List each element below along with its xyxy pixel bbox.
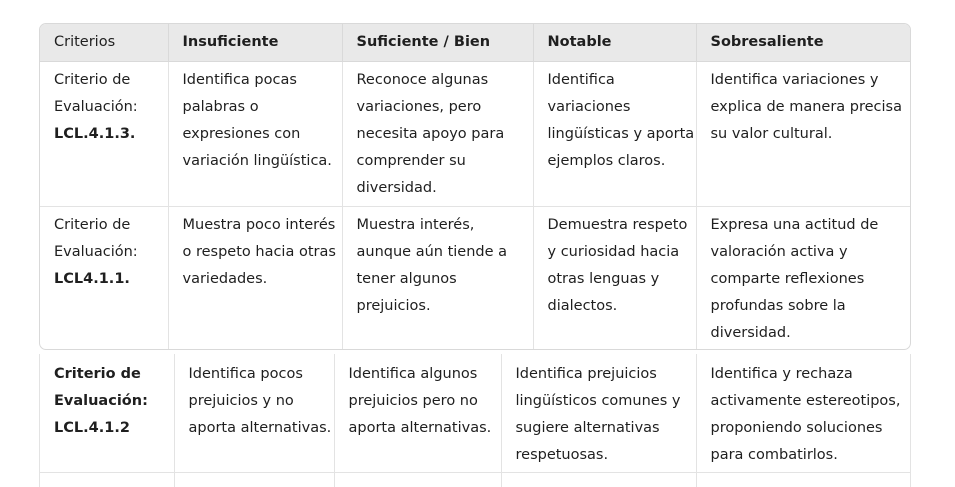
empty-cell: [334, 472, 501, 487]
rubric-table: [39, 23, 911, 350]
table-row: [40, 207, 911, 351]
cell-notable: Demuestra respeto y curiosidad hacia otras lenguas y dialectos.: [533, 207, 696, 351]
cell-suficiente: Reconoce algunas variaciones, pero necesita apoyo para comprender su diversidad.: [342, 62, 533, 207]
criterion-cell: [40, 207, 168, 351]
header-criterios: Criterios: [40, 24, 168, 62]
cell-insuficiente: Identifica pocas palabras o expresiones con variación lingüística.: [168, 62, 342, 207]
table-row: [40, 62, 911, 207]
criterion-cell: [40, 62, 168, 207]
cell-notable: Identifica prejuicios lingüísticos comunes y sugiere alternativas respetuosas.: [501, 354, 696, 472]
table-row-partial: [40, 472, 910, 487]
empty-cell: [40, 472, 174, 487]
empty-cell: [501, 472, 696, 487]
table-header-row: [40, 24, 911, 62]
cell-suficiente: Muestra interés, aunque aún tiende a tener algunos prejuicios.: [342, 207, 533, 351]
cell-sobresaliente: Identifica y rechaza activamente estereotipos, proponiendo soluciones para combatirlos.: [696, 354, 910, 472]
header-suficiente: Suficiente / Bien: [342, 24, 533, 62]
cell-sobresaliente: Identifica variaciones y explica de manera precisa su valor cultural.: [696, 62, 911, 207]
header-sobresaliente: Sobresaliente: [696, 24, 911, 62]
criterion-label: Criterio de Evaluación:: [54, 72, 138, 115]
header-notable: Notable: [533, 24, 696, 62]
criterion-code: LCL.4.1.3.: [54, 126, 136, 142]
criterion-code: LCL4.1.1.: [54, 271, 130, 287]
empty-cell: [174, 472, 334, 487]
empty-cell: [696, 472, 910, 487]
cell-suficiente: Identifica algunos prejuicios pero no aporta alternativas.: [334, 354, 501, 472]
cell-insuficiente: Identifica pocos prejuicios y no aporta alternativas.: [174, 354, 334, 472]
table-row: [40, 354, 910, 472]
cell-insuficiente: Muestra poco interés o respeto hacia otras variedades.: [168, 207, 342, 351]
cell-notable: Identifica variaciones lingüísticas y aporta ejemplos claros.: [533, 62, 696, 207]
criterion-label: Criterio de Evaluación:: [54, 217, 138, 260]
criterion-cell: Criterio de Evaluación: LCL.4.1.2: [40, 354, 174, 472]
rubric-table-continued: [39, 354, 911, 487]
cell-sobresaliente: Expresa una actitud de valoración activa y comparte reflexiones profundas sobre la diversidad.: [696, 207, 911, 351]
header-insuficiente: Insuficiente: [168, 24, 342, 62]
